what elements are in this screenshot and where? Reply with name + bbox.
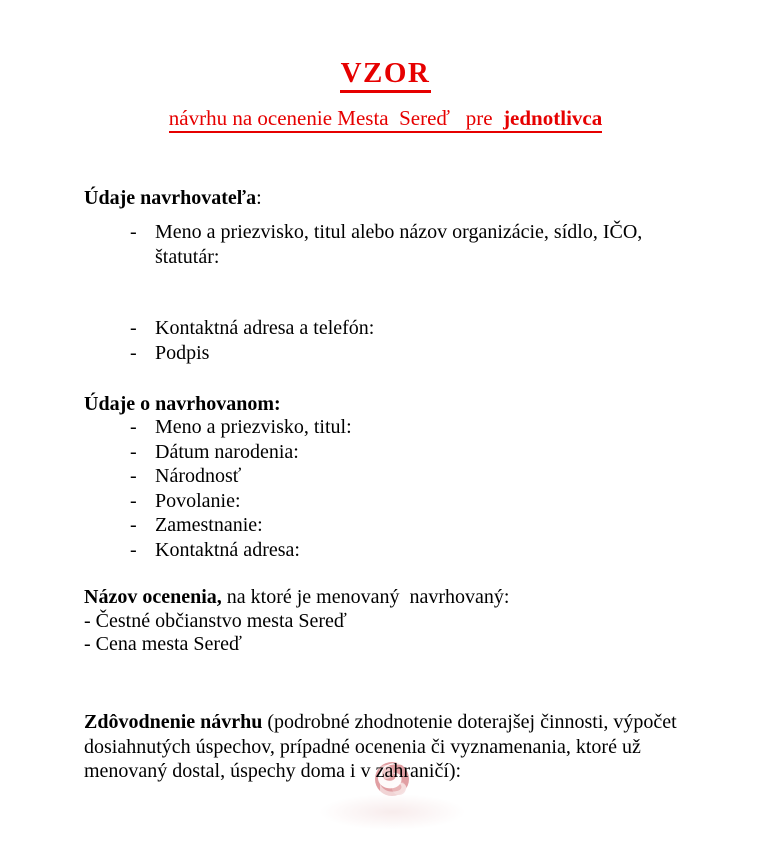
list-dash-marker: - (130, 514, 137, 536)
list-item (84, 220, 695, 269)
list-item (84, 464, 352, 489)
heading-proposer-colon: : (256, 187, 262, 209)
award-option: - Čestné občianstvo mesta Sereď (84, 609, 347, 632)
list-item-label: Meno a priezvisko, titul: (155, 416, 352, 438)
section-award (84, 586, 724, 657)
list-dash-marker: - (130, 489, 137, 512)
list-item (84, 341, 374, 366)
list-dash-marker: - (130, 317, 137, 339)
list-item (84, 489, 352, 514)
list-dash-marker: - (130, 538, 137, 561)
list-dash-marker: - (130, 440, 137, 463)
watermark-shadow (295, 788, 490, 836)
list-item-label: Dátum narodenia: (155, 440, 299, 463)
list-item (84, 316, 374, 341)
list-item (84, 538, 352, 563)
justification-text: (podrobné zhodnotenie doterajšej činnosti, výpočet dosiahnutých úspechov, prípadné ocenenia či vyznamenania, ktoré už menovaný dostal, úspechy doma i v zahraničí): (84, 711, 682, 782)
list-item-label: Podpis (155, 341, 210, 364)
list-item (84, 415, 352, 440)
proposer-list-part2 (84, 316, 374, 365)
section-heading-proposer (84, 186, 262, 211)
list-dash-marker: - (130, 341, 137, 364)
heading-proposer-bold: Údaje navrhovateľa (84, 187, 257, 209)
list-item-label: Zamestnanie: (155, 514, 263, 536)
award-option: - Cena mesta Sereď (84, 633, 242, 655)
list-dash-marker: - (130, 221, 137, 243)
list-dash-marker: - (130, 416, 137, 438)
list-dash-marker: - (130, 465, 137, 487)
nominee-list (84, 415, 352, 562)
list-item-label: Kontaktná adresa: (155, 538, 300, 561)
heading-justification-bold: Zdôvodnenie návrhu (84, 711, 263, 733)
subtitle-bold-text: jednotlivca (503, 106, 603, 130)
page-title: VZOR (340, 59, 432, 93)
section-heading-nominee: Údaje o navrhovanom: (84, 393, 281, 415)
page-subtitle (169, 108, 602, 133)
heading-award-bold: Názov ocenenia, (84, 586, 222, 608)
list-item-label: Národnosť (155, 465, 242, 487)
list-item-label: Kontaktná adresa a telefón: (155, 317, 375, 339)
list-item (84, 440, 352, 465)
proposer-list-part1 (84, 220, 695, 269)
section-heading-award (84, 586, 724, 610)
heading-award-rest: na ktoré je menovaný navrhovaný: (221, 586, 510, 608)
subtitle-regular-text: návrhu na ocenenie Mesta Sereď pre (168, 106, 504, 130)
list-item (84, 513, 352, 538)
list-item-label: Meno a priezvisko, titul alebo názov organizácie, sídlo, IČO, štatutár: (155, 221, 648, 268)
list-item-label: Povolanie: (155, 489, 241, 512)
section-justification (84, 710, 716, 784)
